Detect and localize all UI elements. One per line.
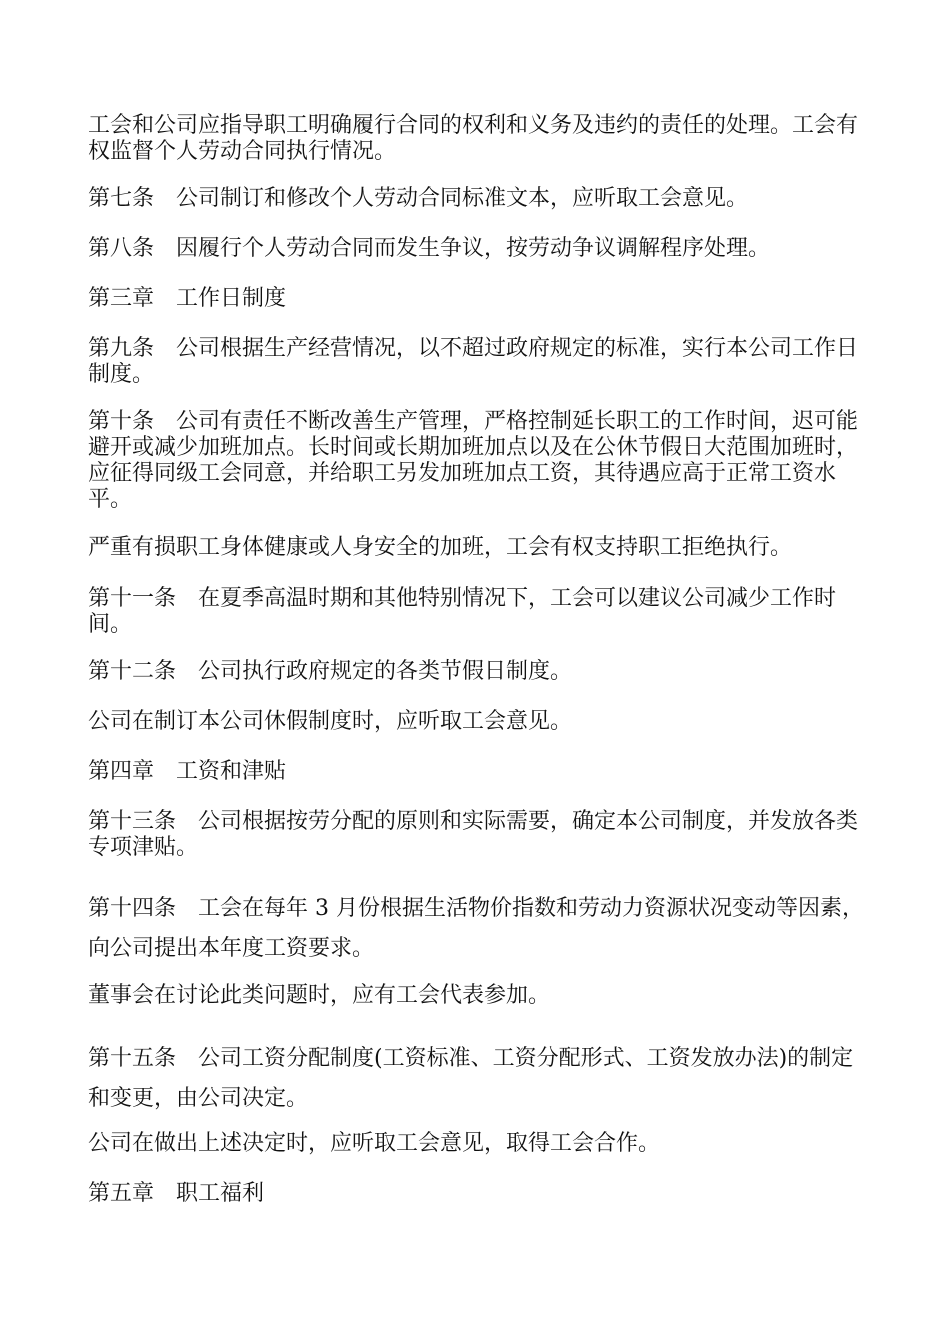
article-9: 第九条 公司根据生产经营情况，以不超过政府规定的标准，实行本公司工作日制度。 xyxy=(88,336,859,387)
article-7: 第七条 公司制订和修改个人劳动合同标准文本，应听取工会意见。 xyxy=(88,186,749,211)
article-8: 第八条 因履行个人劳动合同而发生争议，按劳动争议调解程序处理。 xyxy=(88,236,771,261)
chapter-5-heading: 第五章 职工福利 xyxy=(88,1181,265,1206)
article-11: 第十一条 在夏季高温时期和其他特别情况下，工会可以建议公司减少工作时间。 xyxy=(88,586,837,637)
paragraph-overtime-refusal: 严重有损职工身体健康或人身安全的加班，工会有权支持职工拒绝执行。 xyxy=(88,535,793,560)
article-15: 第十五条 公司工资分配制度(工资标准、工资分配形式、工资发放办法)的制定和变更，由公司决定。 xyxy=(88,1046,854,1111)
article-12: 第十二条 公司执行政府规定的各类节假日制度。 xyxy=(88,659,573,684)
chapter-4-heading: 第四章 工资和津贴 xyxy=(88,759,287,784)
paragraph-union-supervision: 工会和公司应指导职工明确履行合同的权利和义务及违约的责任的处理。工会有权监督个人劳动合同执行情况。 xyxy=(88,113,859,164)
article-14: 第十四条 工会在每年 3 月份根据生活物价指数和劳动力资源状况变动等因素，向公司提出本年度工资要求。 xyxy=(88,896,864,961)
paragraph-board-discussion: 董事会在讨论此类问题时，应有工会代表参加。 xyxy=(88,983,551,1008)
paragraph-wage-decision: 公司在做出上述决定时，应听取工会意见，取得工会合作。 xyxy=(88,1131,661,1156)
chapter-3-heading: 第三章 工作日制度 xyxy=(88,286,287,311)
paragraph-vacation-policy: 公司在制订本公司休假制度时，应听取工会意见。 xyxy=(88,709,573,734)
article-13: 第十三条 公司根据按劳分配的原则和实际需要，确定本公司制度，并发放各类专项津贴。 xyxy=(88,809,859,860)
article-10: 第十条 公司有责任不断改善生产管理，严格控制延长职工的工作时间，迟可能避开或减少加班加点。长时间或长期加班加点以及在公休节假日大范围加班时，应征得同级工会同意，并给职工另发加班加点工资，其待遇应高于正常工资水平。 xyxy=(88,409,859,512)
